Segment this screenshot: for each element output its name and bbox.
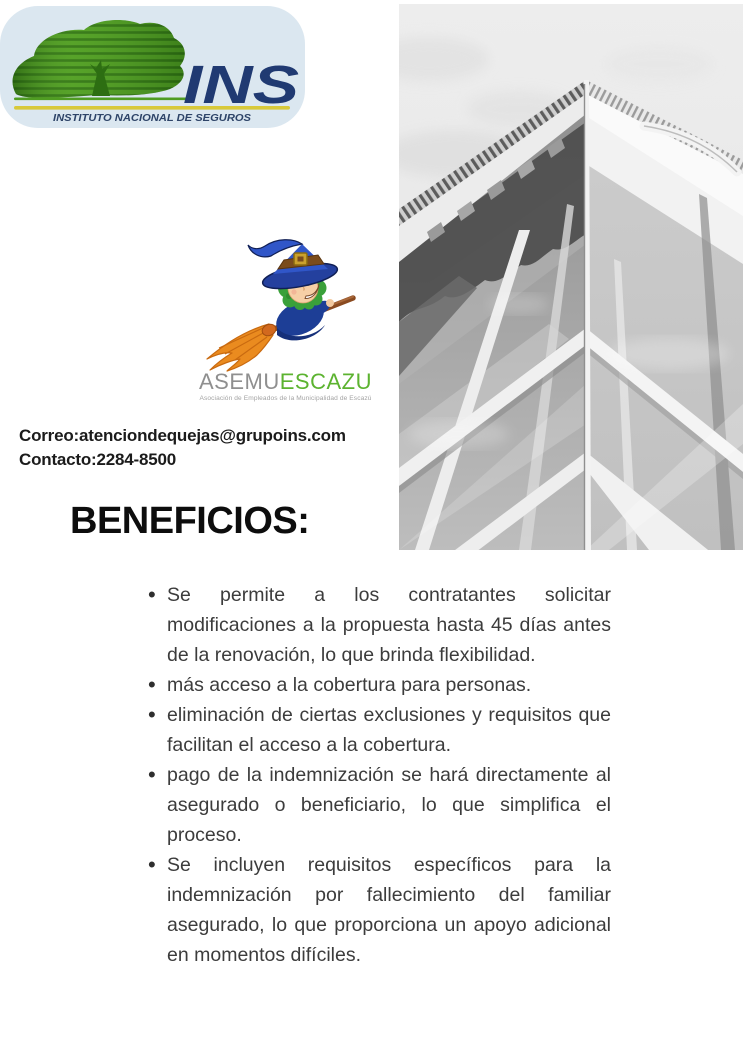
asemu-tagline: Asociación de Empleados de la Municipalidad de Escazú [199,395,372,402]
asemu-wordmark [168,371,403,403]
contact-phone: Contacto:2284-8500 [19,449,177,469]
witch-hand [326,299,334,307]
benefit-item: • pago de la indemnización se hará directamente al asegurado o beneficiario, lo que simplifica el proceso. [148,760,611,850]
ins-wordmark: INS [183,55,299,115]
witch-on-broom-icon [205,238,358,372]
benefit-item: • Se permite a los contratantes solicitar modificaciones a la propuesta hasta 45 días antes de la renovación, lo que brinda flexibilidad. [148,580,611,670]
benefit-item: • más acceso a la cobertura para personas. [148,670,611,700]
building-corner-illustration [399,4,743,550]
contact-block [19,424,346,471]
benefits-list [148,580,611,970]
ins-logo [0,6,305,128]
benefit-item: • eliminación de ciertas exclusiones y requisitos que facilitan el acceso a la cobertura. [148,700,611,760]
ins-tree-icon [0,6,305,128]
witch-mascot [205,238,358,372]
asemu-name-gray: ASEMU [199,369,280,394]
benefits-heading: BENEFICIOS: [70,500,310,542]
asemu-name-green: ESCAZU [279,369,372,394]
witch-blush [291,289,296,294]
contact-email: Correo:atenciondequejas@grupoins.com [19,426,346,445]
ins-subtitle: INSTITUTO NACIONAL DE SEGUROS [53,113,252,124]
witch-hat-buckle-hole [298,257,304,262]
building-photo [399,4,743,550]
tree-ground-line [14,98,190,101]
benefit-item: • Se incluyen requisitos específicos para la indemnización por fallecimiento del familiar asegurado, lo que proporciona un apoyo adicional en momentos difíciles. [148,850,611,970]
asemu-name [168,371,403,393]
